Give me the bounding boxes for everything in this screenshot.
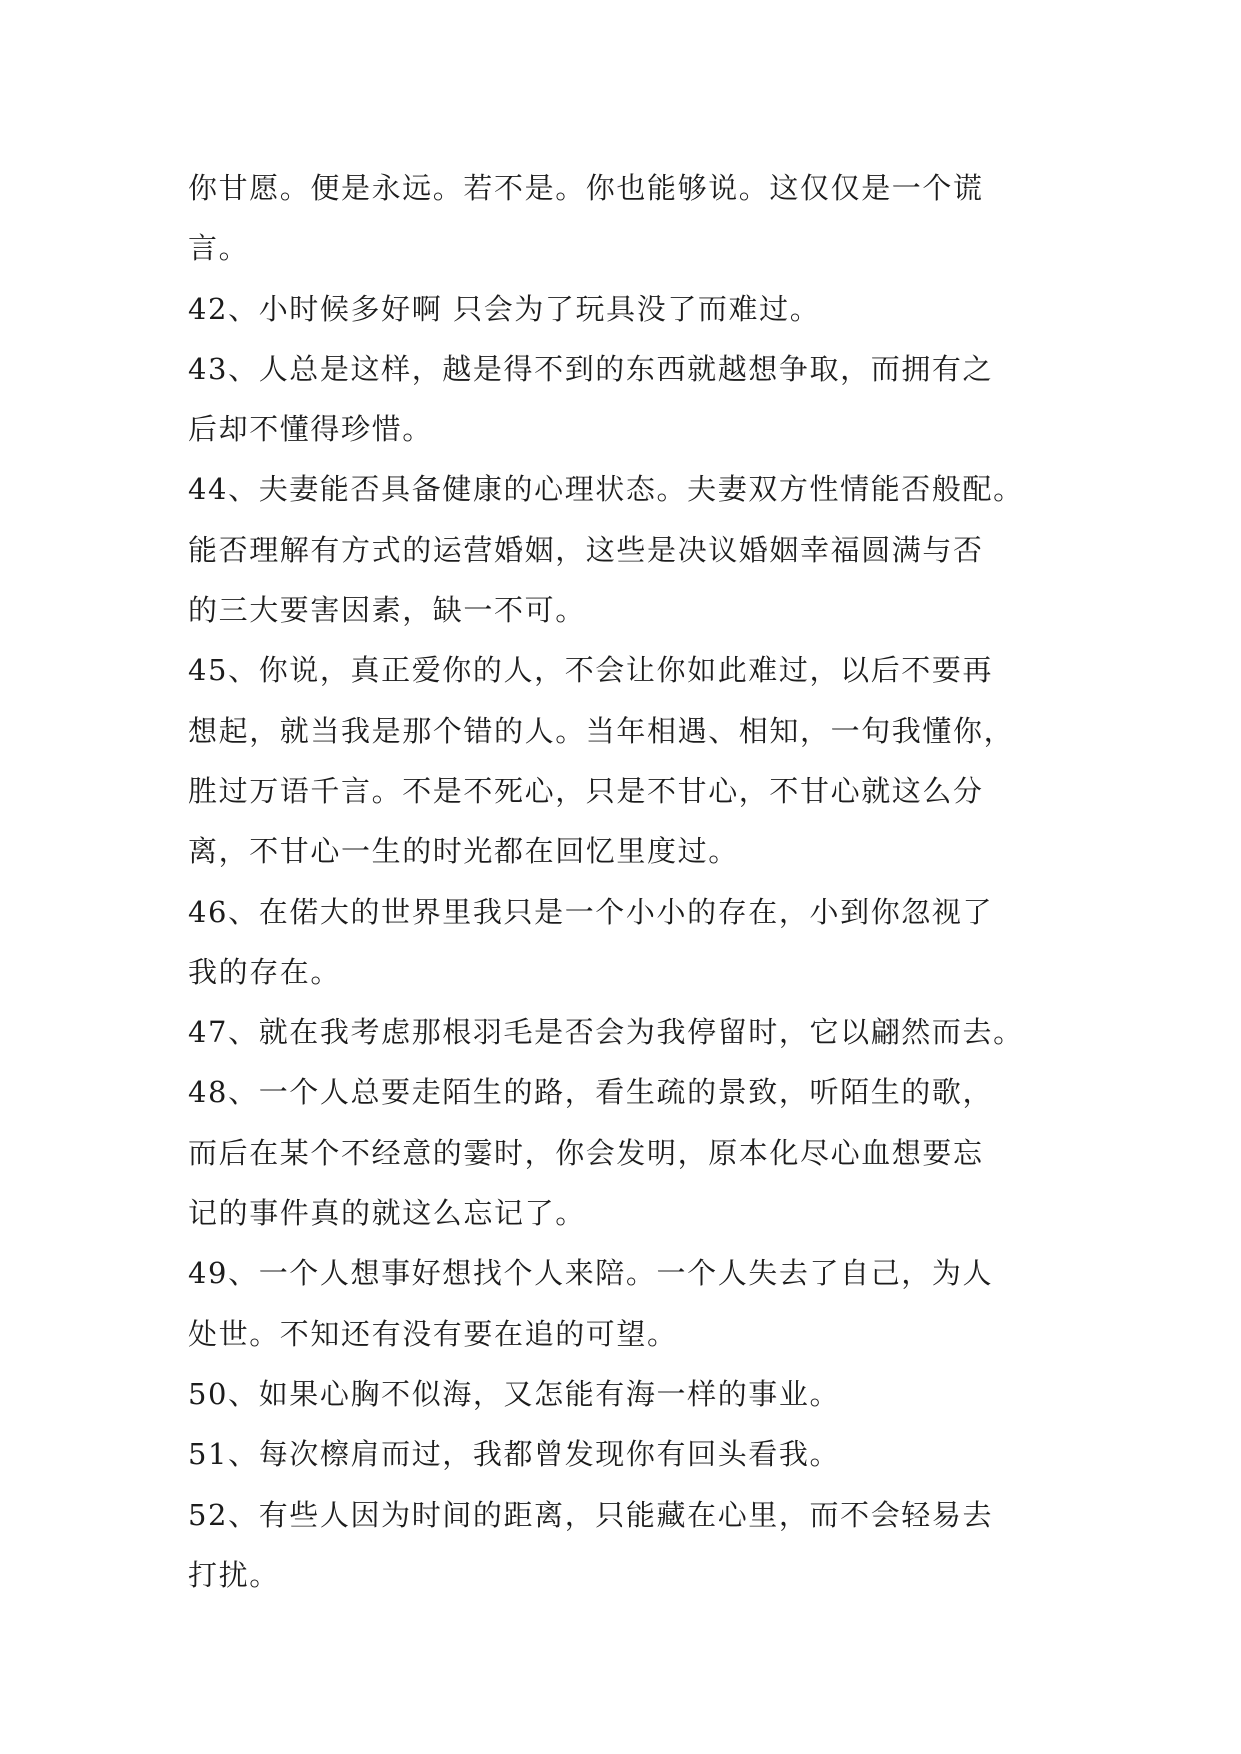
text-line: 44、夫妻能否具备健康的心理状态。夫妻双方性情能否般配。 bbox=[188, 472, 1024, 507]
text-line: 52、有些人因为时间的距离，只能藏在心里，而不会轻易去 bbox=[188, 1497, 994, 1532]
text-line: 言。 bbox=[188, 231, 250, 266]
text-line: 我的存在。 bbox=[188, 954, 342, 989]
text-line: 记的事件真的就这么忘记了。 bbox=[188, 1196, 586, 1231]
text-line: 胜过万语千言。不是不死心，只是不甘心，不甘心就这么分 bbox=[188, 773, 984, 808]
text-line: 50、如果心胸不似海，又怎能有海一样的事业。 bbox=[188, 1376, 841, 1411]
text-line: 42、小时候多好啊 只会为了玩具没了而难过。 bbox=[188, 291, 821, 326]
text-line: 46、在偌大的世界里我只是一个小小的存在，小到你忽视了 bbox=[188, 894, 994, 929]
text-line: 离，不甘心一生的时光都在回忆里度过。 bbox=[188, 834, 739, 869]
text-line: 你甘愿。便是永远。若不是。你也能够说。这仅仅是一个谎 bbox=[188, 171, 984, 205]
text-line: 能否理解有方式的运营婚姻，这些是决议婚姻幸福圆满与否 bbox=[188, 532, 984, 567]
text-line: 的三大要害因素，缺一不可。 bbox=[188, 593, 586, 628]
text-line: 51、每次檫肩而过，我都曾发现你有回头看我。 bbox=[188, 1437, 841, 1472]
text-line: 打扰。 bbox=[188, 1557, 280, 1592]
text-line: 处世。不知还有没有要在追的可望。 bbox=[188, 1316, 678, 1351]
text-line: 47、就在我考虑那根羽毛是否会为我停留时，它以翩然而去。 bbox=[188, 1015, 1024, 1050]
text-line: 后却不懂得珍惜。 bbox=[188, 412, 433, 447]
text-line: 49、一个人想事好想找个人来陪。一个人失去了自己，为人 bbox=[188, 1256, 994, 1291]
text-line: 想起，就当我是那个错的人。当年相遇、相知，一句我懂你， bbox=[188, 713, 1015, 748]
text-line: 而后在某个不经意的霎时，你会发明，原本化尽心血想要忘 bbox=[188, 1135, 984, 1170]
text-line: 48、一个人总要走陌生的路，看生疏的景致，听陌生的歌， bbox=[188, 1075, 994, 1110]
document-body bbox=[188, 158, 1058, 1605]
text-line: 43、人总是这样，越是得不到的东西就越想争取，而拥有之 bbox=[188, 351, 994, 386]
text-line: 45、你说，真正爱你的人，不会让你如此难过，以后不要再 bbox=[188, 653, 994, 688]
